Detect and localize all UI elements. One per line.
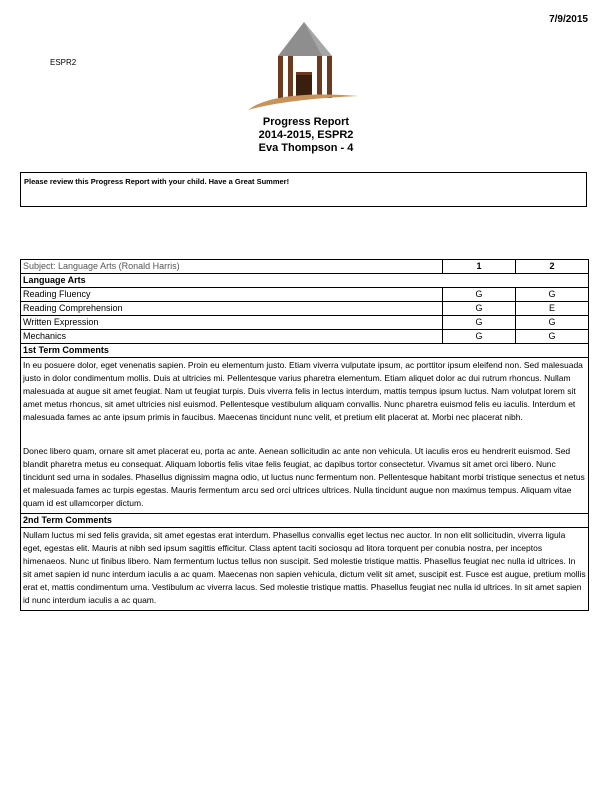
student-name: Eva Thompson - 4 xyxy=(258,142,354,154)
grade-cell: G xyxy=(443,316,516,330)
skill-label: Mechanics xyxy=(21,330,443,344)
first-term-comments-heading: 1st Term Comments xyxy=(21,344,589,358)
grade-cell: G xyxy=(516,330,589,344)
grade-cell: G xyxy=(443,288,516,302)
grade-cell: E xyxy=(516,302,589,316)
grade-cell: G xyxy=(443,302,516,316)
teacher-note-box xyxy=(20,172,587,207)
comments-heading-row xyxy=(21,514,589,528)
second-term-comments xyxy=(21,528,589,611)
second-term-comments-heading: 2nd Term Comments xyxy=(21,514,589,528)
comments-heading-row xyxy=(21,344,589,358)
skill-label: Written Expression xyxy=(21,316,443,330)
grades-table xyxy=(20,259,589,611)
report-term: 2014-2015, ESPR2 xyxy=(258,129,354,141)
table-row xyxy=(21,316,589,330)
report-heading xyxy=(0,116,612,155)
comment-paragraph: In eu posuere dolor, eget venenatis sapien. Proin eu elementum justo. Etiam viverra vulputate ipsum, ac porttitor ipsum eleifend non. Sed malesuada justo in dolor condimentum mollis. Duis at ultricies mi. Pellentesque varius pharetra elementum. Etiam aliquet dolor ac dui rutrum rhoncus. Nullam malesuada at augue sit amet feugiat. Nam ut feugiat turpis. Duis viverra felis in lectus interdum, mattis tempus ipsum luctus. Nam volutpat lorem sit amet metus rhoncus, sit amet ultricies nisl euismod. Pellentesque vestibulum aliquam convallis. Nunc pharetra euismod felis eu iaculis. Interdum et malesuada fames ac ante ipsum primis in faucibus. Maecenas tincidunt nunc velit, et pretium elit placerat at. Morbi nec placerat nibh. xyxy=(23,360,583,422)
first-term-comments xyxy=(21,358,589,514)
table-row xyxy=(21,302,589,316)
section-row xyxy=(21,274,589,288)
term-1-header: 1 xyxy=(443,260,516,274)
comments-row xyxy=(21,528,589,611)
skill-label: Reading Fluency xyxy=(21,288,443,302)
table-row xyxy=(21,288,589,302)
comment-paragraph: Donec libero quam, ornare sit amet placerat eu, porta ac ante. Aenean sollicitudin ac ante non vehicula. Ut iaculis eros eu hendrerit euismod. Sed blandit pharetra metus eu consequat. Aliquam lobortis felis vitae felis feugiat, ac dapibus tortor consectetur. Vivamus sit amet orci libero. Nunc tincidunt sed urna in sodales. Phasellus dignissim magna odio, ut luctus nunc fermentum non. Pellentesque habitant morbi tristique senectus et netus et malesuada fames ac turpis egestas. Mauris fermentum arcu sed orci ultrices ultrices. Nulla tincidunt augue non maximus tempus. Aliquam vitae quam id est ullamcorper dictum. xyxy=(23,446,585,508)
grade-cell: G xyxy=(443,330,516,344)
table-row xyxy=(21,330,589,344)
report-date: 7/9/2015 xyxy=(549,14,588,25)
subject-row xyxy=(21,260,589,274)
grade-cell: G xyxy=(516,316,589,330)
school-code: ESPR2 xyxy=(50,58,77,67)
subject-label: Subject: Language Arts (Ronald Harris) xyxy=(21,260,443,274)
teacher-note: Please review this Progress Report with your child. Have a Great Summer! xyxy=(24,177,290,186)
school-house-logo xyxy=(246,18,362,114)
comments-row xyxy=(21,358,589,514)
grade-cell: G xyxy=(516,288,589,302)
section-heading: Language Arts xyxy=(21,274,589,288)
comment-paragraph: Nullam luctus mi sed felis gravida, sit amet egestas erat interdum. Phasellus convallis eget lectus nec auctor. In non elit sollicitudin, viverra ligula eget, egestas elit. Mauris at nibh sed ipsum sagittis efficitur. Class aptent taciti sociosqu ad litora torquent per conubia nostra, per inceptos himenaeos. Nunc ut finibus libero. Nam fermentum luctus tellus non suscipit. Sed molestie tristique mattis. Phasellus feugiat nec nulla id ultrices. In sit amet sapien id nunc interdum iaculis a ac quam. Maecenas non sapien vehicula, dictum velit sit amet, suscipit est. Fusce est augue, pretium mollis erat et, mattis condimentum urna. Vestibulum ac viverra lacus. Sed molestie tristique mattis. Phasellus feugiat nec nulla id ultrices. In sit amet sapien id nunc interdum iaculis a ac quam. xyxy=(23,530,586,605)
term-2-header: 2 xyxy=(516,260,589,274)
skill-label: Reading Comprehension xyxy=(21,302,443,316)
report-title: Progress Report xyxy=(262,116,350,128)
